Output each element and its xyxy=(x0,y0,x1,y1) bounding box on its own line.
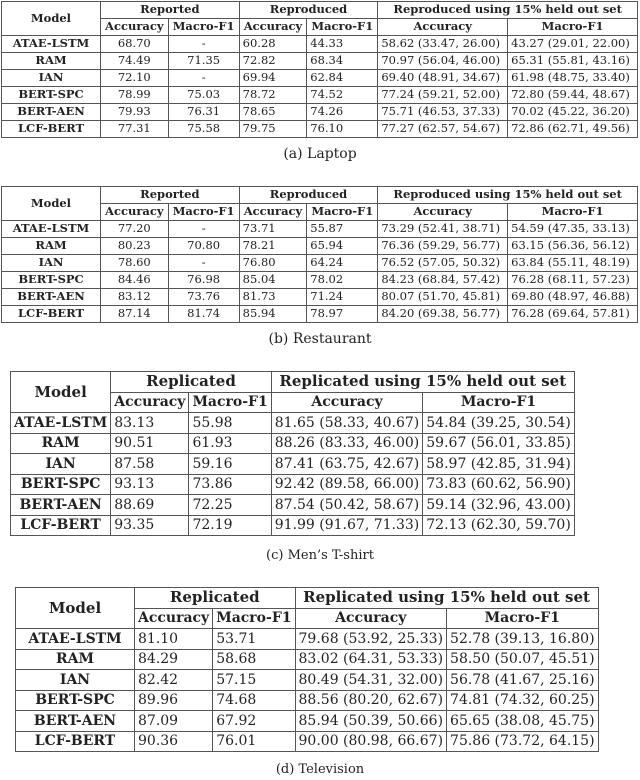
tshirt-caption: (c) Men’s T-shirt xyxy=(266,548,374,563)
header-group-heldout: Replicated using 15% held out set xyxy=(295,588,598,609)
cell: 61.98 (48.75, 33.40) xyxy=(508,70,638,87)
header-sub: Accuracy xyxy=(101,204,169,221)
cell: 78.72 xyxy=(239,87,307,104)
header-sub: Accuracy xyxy=(111,392,189,413)
cell: 73.71 xyxy=(239,221,307,238)
cell: 85.94 (50.39, 50.66) xyxy=(295,711,447,732)
table-row xyxy=(11,433,575,454)
cell: 89.96 xyxy=(135,690,213,711)
cell: 74.81 (74.32, 60.25) xyxy=(447,690,599,711)
model-name: ATAE-LSTM xyxy=(2,36,101,53)
television-table-block xyxy=(15,587,599,752)
cell: - xyxy=(168,36,239,53)
cell: 68.70 xyxy=(101,36,169,53)
cell: 80.07 (51.70, 45.81) xyxy=(378,289,508,306)
header-sub: Macro-F1 xyxy=(213,608,295,629)
cell: 92.42 (89.58, 66.00) xyxy=(271,474,423,495)
model-name: LCF-BERT xyxy=(11,515,111,536)
cell: 81.65 (58.33, 40.67) xyxy=(271,413,423,434)
cell: 76.31 xyxy=(168,104,239,121)
table-row xyxy=(2,255,638,272)
model-name: LCF-BERT xyxy=(16,731,135,752)
model-name: IAN xyxy=(11,454,111,475)
table-row xyxy=(11,413,575,434)
cell: 85.04 xyxy=(239,272,307,289)
cell: 77.20 xyxy=(101,221,169,238)
model-name: ATAE-LSTM xyxy=(11,413,111,434)
laptop-caption: (a) Laptop xyxy=(283,146,357,162)
table-row xyxy=(16,690,599,711)
header-sub: Accuracy xyxy=(239,204,307,221)
cell: 57.15 xyxy=(213,670,295,691)
cell: 74.26 xyxy=(307,104,378,121)
cell: 54.59 (47.35, 33.13) xyxy=(508,221,638,238)
cell: 78.97 xyxy=(307,306,378,323)
cell: - xyxy=(168,70,239,87)
cell: 75.86 (73.72, 64.15) xyxy=(447,731,599,752)
header-sub: Accuracy xyxy=(271,392,423,413)
cell: 74.49 xyxy=(101,53,169,70)
cell: 72.19 xyxy=(189,515,271,536)
television-table xyxy=(15,587,599,752)
header-sub: Macro-F1 xyxy=(307,204,378,221)
model-name: BERT-SPC xyxy=(11,474,111,495)
cell: 61.93 xyxy=(189,433,271,454)
cell: 78.21 xyxy=(239,238,307,255)
cell: 58.97 (42.85, 31.94) xyxy=(423,454,575,475)
cell: 68.34 xyxy=(307,53,378,70)
cell: 73.83 (60.62, 56.90) xyxy=(423,474,575,495)
table-row xyxy=(2,306,638,323)
cell: 65.65 (38.08, 45.75) xyxy=(447,711,599,732)
header-model: Model xyxy=(16,588,135,629)
cell: 70.97 (56.04, 46.00) xyxy=(378,53,508,70)
header-sub: Accuracy xyxy=(295,608,447,629)
cell: 77.27 (62.57, 54.67) xyxy=(378,121,508,138)
cell: 78.02 xyxy=(307,272,378,289)
cell: 78.65 xyxy=(239,104,307,121)
cell: 80.49 (54.31, 32.00) xyxy=(295,670,447,691)
cell: 88.69 xyxy=(111,495,189,516)
cell: 93.35 xyxy=(111,515,189,536)
cell: 63.84 (55.11, 48.19) xyxy=(508,255,638,272)
model-name: RAM xyxy=(2,53,101,70)
cell: 55.98 xyxy=(189,413,271,434)
cell: 76.28 (68.11, 57.23) xyxy=(508,272,638,289)
header-group-reported: Reported xyxy=(101,2,240,19)
table-row xyxy=(16,629,599,650)
model-name: BERT-SPC xyxy=(2,87,101,104)
header-sub: Macro-F1 xyxy=(447,608,599,629)
cell: 75.58 xyxy=(168,121,239,138)
cell: 71.24 xyxy=(307,289,378,306)
cell: 69.40 (48.91, 34.67) xyxy=(378,70,508,87)
header-model: Model xyxy=(11,372,111,413)
cell: 84.23 (68.84, 57.42) xyxy=(378,272,508,289)
model-name: IAN xyxy=(2,70,101,87)
cell: 63.15 (56.36, 56.12) xyxy=(508,238,638,255)
cell: 73.86 xyxy=(189,474,271,495)
table-row xyxy=(16,731,599,752)
header-sub: Accuracy xyxy=(378,19,508,36)
header-sub: Macro-F1 xyxy=(423,392,575,413)
model-name: BERT-SPC xyxy=(16,690,135,711)
model-name: IAN xyxy=(2,255,101,272)
model-name: BERT-AEN xyxy=(2,104,101,121)
table-row xyxy=(11,474,575,495)
table-row xyxy=(2,104,638,121)
cell: 82.42 xyxy=(135,670,213,691)
cell: 55.87 xyxy=(307,221,378,238)
header-sub: Macro-F1 xyxy=(307,19,378,36)
cell: 73.76 xyxy=(168,289,239,306)
cell: 76.36 (59.29, 56.77) xyxy=(378,238,508,255)
table-row xyxy=(2,272,638,289)
laptop-table xyxy=(1,1,638,138)
table-row xyxy=(16,649,599,670)
header-sub: Accuracy xyxy=(135,608,213,629)
table-row xyxy=(2,70,638,87)
cell: 70.02 (45.22, 36.20) xyxy=(508,104,638,121)
cell: 58.68 xyxy=(213,649,295,670)
cell: 90.51 xyxy=(111,433,189,454)
cell: 76.10 xyxy=(307,121,378,138)
cell: 88.26 (83.33, 46.00) xyxy=(271,433,423,454)
header-group-replicated: Replicated xyxy=(135,588,296,609)
header-sub: Macro-F1 xyxy=(168,19,239,36)
cell: 72.80 (59.44, 48.67) xyxy=(508,87,638,104)
cell: 83.13 xyxy=(111,413,189,434)
cell: 71.35 xyxy=(168,53,239,70)
restaurant-table-block xyxy=(1,186,638,323)
model-name: BERT-AEN xyxy=(11,495,111,516)
cell: 81.74 xyxy=(168,306,239,323)
cell: 81.10 xyxy=(135,629,213,650)
cell: 69.94 xyxy=(239,70,307,87)
cell: 72.86 (62.71, 49.56) xyxy=(508,121,638,138)
model-name: RAM xyxy=(16,649,135,670)
cell: - xyxy=(168,255,239,272)
cell: 87.58 xyxy=(111,454,189,475)
table-row xyxy=(2,221,638,238)
header-model: Model xyxy=(2,187,101,221)
cell: 84.46 xyxy=(101,272,169,289)
table-row xyxy=(2,238,638,255)
header-sub: Macro-F1 xyxy=(508,19,638,36)
cell: 59.16 xyxy=(189,454,271,475)
cell: 83.12 xyxy=(101,289,169,306)
cell: 58.50 (50.07, 45.51) xyxy=(447,649,599,670)
cell: 76.01 xyxy=(213,731,295,752)
cell: 62.84 xyxy=(307,70,378,87)
cell: 72.10 xyxy=(101,70,169,87)
cell: 76.80 xyxy=(239,255,307,272)
model-name: BERT-AEN xyxy=(16,711,135,732)
cell: 43.27 (29.01, 22.00) xyxy=(508,36,638,53)
model-name: ATAE-LSTM xyxy=(2,221,101,238)
cell: 59.14 (32.96, 43.00) xyxy=(423,495,575,516)
model-name: LCF-BERT xyxy=(2,306,101,323)
cell: 56.78 (41.67, 25.16) xyxy=(447,670,599,691)
cell: 87.41 (63.75, 42.67) xyxy=(271,454,423,475)
cell: 84.20 (69.38, 56.77) xyxy=(378,306,508,323)
table-row xyxy=(11,515,575,536)
table-row xyxy=(16,711,599,732)
header-group-replicated: Replicated xyxy=(111,372,272,393)
table-row xyxy=(2,53,638,70)
table-row xyxy=(11,454,575,475)
cell: 74.68 xyxy=(213,690,295,711)
cell: 79.75 xyxy=(239,121,307,138)
cell: 72.25 xyxy=(189,495,271,516)
header-sub: Accuracy xyxy=(239,19,307,36)
header-sub: Macro-F1 xyxy=(508,204,638,221)
cell: 52.78 (39.13, 16.80) xyxy=(447,629,599,650)
cell: 72.82 xyxy=(239,53,307,70)
cell: 76.98 xyxy=(168,272,239,289)
cell: 83.02 (64.31, 53.33) xyxy=(295,649,447,670)
model-name: BERT-AEN xyxy=(2,289,101,306)
header-group-heldout: Reproduced using 15% held out set xyxy=(378,2,638,19)
model-name: RAM xyxy=(11,433,111,454)
laptop-table-block xyxy=(1,1,638,138)
table-row xyxy=(2,121,638,138)
cell: 44.33 xyxy=(307,36,378,53)
cell: 84.29 xyxy=(135,649,213,670)
table-row xyxy=(2,87,638,104)
cell: 53.71 xyxy=(213,629,295,650)
cell: 87.09 xyxy=(135,711,213,732)
cell: 74.52 xyxy=(307,87,378,104)
tshirt-table-block xyxy=(10,371,575,536)
cell: 91.99 (91.67, 71.33) xyxy=(271,515,423,536)
header-group-reported: Reported xyxy=(101,187,240,204)
cell: 79.68 (53.92, 25.33) xyxy=(295,629,447,650)
cell: 76.28 (69.64, 57.81) xyxy=(508,306,638,323)
header-group-heldout: Replicated using 15% held out set xyxy=(271,372,574,393)
cell: 77.24 (59.21, 52.00) xyxy=(378,87,508,104)
table-row xyxy=(2,289,638,306)
television-caption: (d) Television xyxy=(275,762,365,777)
cell: 70.80 xyxy=(168,238,239,255)
cell: 79.93 xyxy=(101,104,169,121)
tshirt-table xyxy=(10,371,575,536)
model-name: RAM xyxy=(2,238,101,255)
model-name: IAN xyxy=(16,670,135,691)
cell: 73.29 (52.41, 38.71) xyxy=(378,221,508,238)
header-sub: Macro-F1 xyxy=(168,204,239,221)
restaurant-caption: (b) Restaurant xyxy=(268,331,372,347)
table-row xyxy=(16,670,599,691)
cell: 87.14 xyxy=(101,306,169,323)
cell: 72.13 (62.30, 59.70) xyxy=(423,515,575,536)
header-group-reproduced: Reproduced xyxy=(239,2,378,19)
header-model: Model xyxy=(2,2,101,36)
cell: 90.36 xyxy=(135,731,213,752)
cell: 60.28 xyxy=(239,36,307,53)
model-name: LCF-BERT xyxy=(2,121,101,138)
cell: 85.94 xyxy=(239,306,307,323)
restaurant-table xyxy=(1,186,638,323)
header-group-reproduced: Reproduced xyxy=(239,187,378,204)
cell: 88.56 (80.20, 62.67) xyxy=(295,690,447,711)
cell: 58.62 (33.47, 26.00) xyxy=(378,36,508,53)
cell: 59.67 (56.01, 33.85) xyxy=(423,433,575,454)
cell: 78.60 xyxy=(101,255,169,272)
cell: 76.52 (57.05, 50.32) xyxy=(378,255,508,272)
cell: 90.00 (80.98, 66.67) xyxy=(295,731,447,752)
cell: 64.24 xyxy=(307,255,378,272)
cell: 65.94 xyxy=(307,238,378,255)
cell: 69.80 (48.97, 46.88) xyxy=(508,289,638,306)
cell: 93.13 xyxy=(111,474,189,495)
header-group-heldout: Reproduced using 15% held out set xyxy=(378,187,638,204)
table-row xyxy=(2,36,638,53)
header-sub: Accuracy xyxy=(378,204,508,221)
cell: 78.99 xyxy=(101,87,169,104)
cell: 77.31 xyxy=(101,121,169,138)
header-sub: Macro-F1 xyxy=(189,392,271,413)
cell: 80.23 xyxy=(101,238,169,255)
cell: 75.03 xyxy=(168,87,239,104)
cell: 81.73 xyxy=(239,289,307,306)
model-name: ATAE-LSTM xyxy=(16,629,135,650)
cell: 65.31 (55.81, 43.16) xyxy=(508,53,638,70)
table-row xyxy=(11,495,575,516)
cell: 54.84 (39.25, 30.54) xyxy=(423,413,575,434)
model-name: BERT-SPC xyxy=(2,272,101,289)
cell: 67.92 xyxy=(213,711,295,732)
cell: 75.71 (46.53, 37.33) xyxy=(378,104,508,121)
cell: - xyxy=(168,221,239,238)
header-sub: Accuracy xyxy=(101,19,169,36)
cell: 87.54 (50.42, 58.67) xyxy=(271,495,423,516)
